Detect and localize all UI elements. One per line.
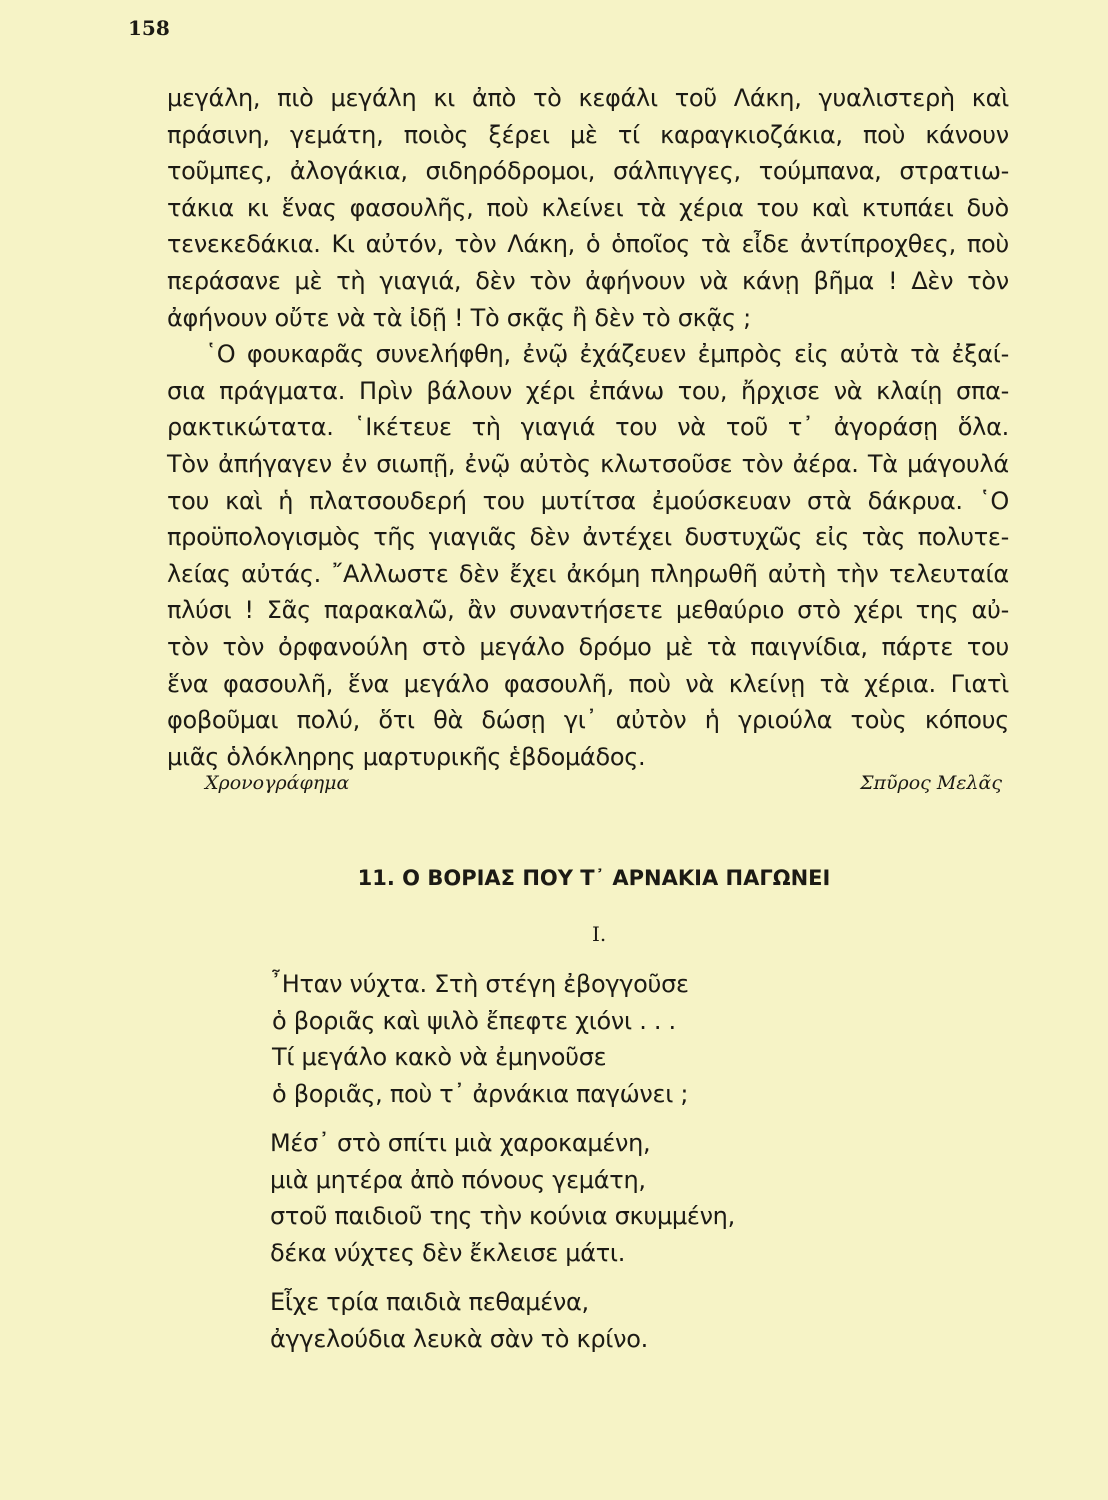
- text-line: τὸν τὸν ὀρφανούλη στὸ μεγάλο δρόμο μὲ τὰ παιγνίδια, πάρτε του: [167, 632, 1009, 661]
- poem-stanza: [270, 1125, 735, 1271]
- text-line: μιᾶς ὁλόκληρης μαρτυρικῆς ἑβδομάδος.: [167, 742, 646, 771]
- text-line: λείας αὐτάς. ῎Αλλωστε δὲν ἔχει ἀκόμη πληρωθῆ αὐτὴ τὴν τελευταία: [167, 559, 1009, 588]
- poem-line: ὁ βοριᾶς καὶ ψιλὸ ἔπεφτε χιόνι . . .: [272, 1006, 676, 1035]
- poem-stanza: [270, 1284, 648, 1357]
- text-line: τοῦμπες, ἀλογάκια, σιδηρόδρομοι, σάλπιγγες, τούμπανα, στρατιω-: [167, 157, 1009, 186]
- page-number: 158: [128, 16, 170, 40]
- text-line: Τὸν ἀπήγαγεν ἐν σιωπῇ, ἐνῷ αὐτὸς κλωτσοῦσε τὸν ἀέρα. Τὰ μάγουλά: [167, 449, 1009, 478]
- poem-stanza: [270, 966, 689, 1112]
- poem-line: ὁ βοριᾶς, ποὺ τ᾽ ἀρνάκια παγώνει ;: [272, 1079, 689, 1108]
- text-line: ἀφήνουν οὔτε νὰ τὰ ἰδῇ ! Τὸ σκᾷς ἢ δὲν τὸ σκᾷς ;: [167, 303, 751, 332]
- prose-body: [167, 80, 1009, 775]
- text-line: πράσινη, γεμάτη, ποιὸς ξέρει μὲ τί καραγκιοζάκια, ποὺ κάνουν: [167, 120, 1009, 149]
- text-line: τάκια κι ἕνας φασουλῆς, ποὺ κλείνει τὰ χέρια του καὶ κτυπάει δυὸ: [167, 193, 1009, 222]
- poem-line: στοῦ παιδιοῦ της τὴν κούνια σκυμμένη,: [270, 1202, 735, 1230]
- text-line: σια πράγματα. Πρὶν βάλουν χέρι ἐπάνω του, ἤρχισε νὰ κλαίῃ σπα-: [167, 376, 1009, 405]
- text-line: του καὶ ἡ πλατσουδερή του μυτίτσα ἐμούσκευαν στὰ δάκρυα. ῾Ο: [167, 486, 1009, 515]
- poem-line: Τί μεγάλο κακὸ νὰ ἐμηνοῦσε: [272, 1043, 607, 1071]
- text-line: φοβοῦμαι πολύ, ὅτι θὰ δώσῃ γι᾽ αὐτὸν ἡ γριούλα τοὺς κόπους: [167, 706, 1009, 735]
- poem-line: δέκα νύχτες δὲν ἔκλεισε μάτι.: [270, 1238, 626, 1267]
- text-line: ἕνα φασουλῆ, ἕνα μεγάλο φασουλῆ, ποὺ νὰ κλείνῃ τὰ χέρια. Γιατὶ: [167, 669, 1009, 698]
- text-line: μεγάλη, πιὸ μεγάλη κι ἀπὸ τὸ κεφάλι τοῦ Λάκη, γυαλιστερὴ καὶ: [167, 84, 1009, 112]
- author-name: Σπῦρος Μελᾶς: [860, 772, 1002, 794]
- poem-line: Μέσ᾽ στὸ σπίτι μιὰ χαροκαμένη,: [270, 1129, 651, 1157]
- text-line: ρακτικώτατα. ῾Ικέτευε τὴ γιαγιά του νὰ τοῦ τ᾽ ἀγοράσῃ ὅλα.: [167, 413, 1009, 442]
- chapter-title: 11. Ο ΒΟΡΙΑΣ ΠΟΥ Τ᾽ ΑΡΝΑΚΙΑ ΠΑΓΩΝΕΙ: [357, 866, 831, 890]
- poem-line: ῏Ηταν νύχτα. Στὴ στέγη ἐβογγοῦσε: [270, 970, 689, 998]
- text-line: τενεκεδάκια. Κι αὐτόν, τὸν Λάκη, ὁ ὁποῖος τὰ εἶδε ἀντίπροχθες, ποὺ: [167, 230, 1009, 259]
- text-line: πλύσι ! Σᾶς παρακαλῶ, ἂν συναντήσετε μεθαύριο στὸ χέρι της αὐ-: [167, 596, 1009, 625]
- poem-line: Εἶχε τρία παιδιὰ πεθαμένα,: [270, 1288, 589, 1316]
- text-line: περάσανε μὲ τὴ γιαγιά, δὲν τὸν ἀφήνουν νὰ κάνῃ βῆμα ! Δὲν τὸν: [167, 266, 1009, 295]
- text-line: ῾Ο φουκαρᾶς συνελήφθη, ἐνῷ ἐχάζευεν ἐμπρὸς εἰς αὐτὰ τὰ ἐξαί-: [205, 340, 1009, 369]
- section-numeral: Ι.: [592, 922, 607, 946]
- poem-line: μιὰ μητέρα ἀπὸ πόνους γεμάτη,: [270, 1165, 646, 1194]
- text-line: προϋπολογισμὸς τῆς γιαγιᾶς δὲν ἀντέχει δυστυχῶς εἰς τὰς πολυτε-: [167, 523, 1009, 552]
- poem-line: ἀγγελούδια λευκὰ σὰν τὸ κρίνο.: [270, 1324, 648, 1353]
- genre-label: Χρονογράφημα: [205, 772, 350, 794]
